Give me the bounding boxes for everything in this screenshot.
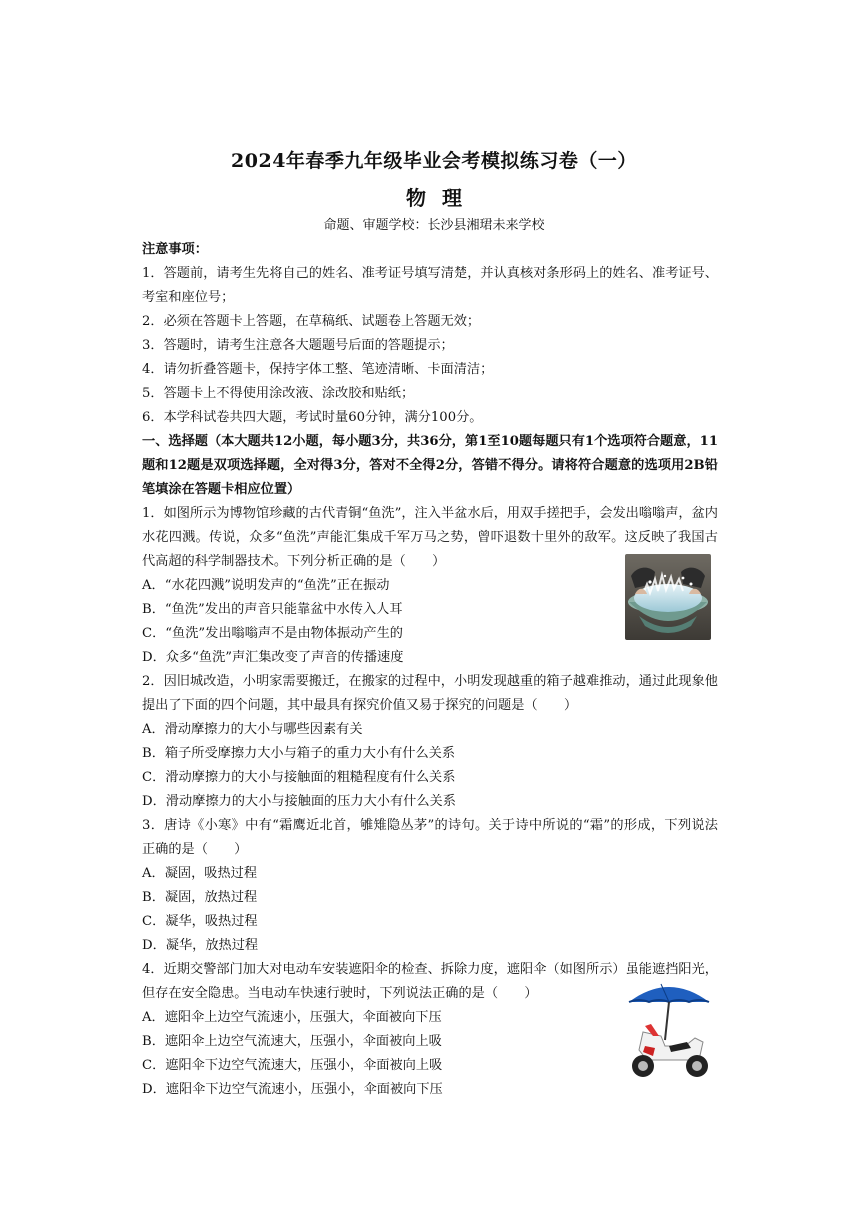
question-3: [142, 814, 718, 958]
notice-item: 3．答题时，请考生注意各大题题号后面的答题提示；: [142, 338, 454, 353]
question-stem: 2．因旧城改造，小明家需要搬迁，在搬家的过程中，小明发现越重的箱子越难推动，通过此现象他提出了下面的四个问题，其中最具有探究价值又易于探究的问题是（ ）: [142, 674, 718, 713]
question-2: [142, 670, 718, 814]
option-b: B．“鱼洗”发出的声音只能靠盆中水传入人耳: [142, 602, 403, 617]
option-c: C．凝华，吸热过程: [142, 914, 258, 929]
option-c: C．遮阳伞下边空气流速大，压强小，伞面被向上吸: [142, 1058, 443, 1073]
option-b: B．凝固，放热过程: [142, 890, 258, 905]
option-a: A．“水花四溅”说明发声的“鱼洗”正在振动: [142, 578, 390, 593]
option-d: D．遮阳伞下边空气流速小，压强小，伞面被向下压: [142, 1082, 443, 1097]
exam-title: 2024年春季九年级毕业会考模拟练习卷（一）: [231, 150, 637, 172]
option-a: A．凝固，吸热过程: [142, 866, 258, 881]
exam-content: [142, 238, 718, 1102]
option-d: D．滑动摩擦力的大小与接触面的压力大小有什么关系: [142, 794, 456, 809]
notice-item: 4．请勿折叠答题卡，保持字体工整、笔迹清晰、卡面清洁；: [142, 362, 494, 377]
option-d: D．众多“鱼洗”声汇集改变了声音的传播速度: [142, 650, 404, 665]
option-b: B．箱子所受摩擦力大小与箱子的重力大小有什么关系: [142, 746, 456, 761]
section-heading: 一、选择题（本大题共12小题，每小题3分，共36分，第1至10题每题只有1个选项符合题意，11题和12题是双项选择题，全对得3分，答对不全得2分，答错不得分。请将符合题意的选项用2B铅笔填涂在答题卡相应位置）: [142, 434, 718, 497]
notice-item: 1．答题前，请考生先将自己的姓名、准考证号填写清楚，并认真核对条形码上的姓名、准考证号、考室和座位号；: [142, 266, 718, 305]
notice-item: 6．本学科试卷共四大题，考试时量60分钟，满分100分。: [142, 410, 483, 425]
school-line: 命题、审题学校：长沙县湘珺未来学校: [323, 218, 545, 233]
option-c: C．“鱼洗”发出嗡嗡声不是由物体振动产生的: [142, 626, 403, 641]
bronze-basin-image: [625, 554, 711, 640]
question-stem: 4．近期交警部门加大对电动车安装遮阳伞的检查、拆除力度，遮阳伞（如图所示）虽能遮挡阳光，但存在安全隐患。当电动车快速行驶时，下列说法正确的是（ ）: [142, 962, 718, 1001]
notice-heading: 注意事项：: [142, 242, 208, 257]
option-a: A．滑动摩擦力的大小与哪些因素有关: [142, 722, 363, 737]
question-stem: 3．唐诗《小寒》中有“霜鹰近北首，雊雉隐丛茅”的诗句。关于诗中所说的“霜”的形成，下列说法正确的是（ ）: [142, 818, 718, 857]
notice-item: 2．必须在答题卡上答题，在草稿纸、试题卷上答题无效；: [142, 314, 481, 329]
option-d: D．凝华，放热过程: [142, 938, 259, 953]
question-stem: 1．如图所示为博物馆珍藏的古代青铜“鱼洗”，注入半盆水后，用双手搓把手，会发出嗡嗡声，盆内水花四溅。传说，众多“鱼洗”声能汇集成千军万马之势，曾吓退数十里外的敌军。这反映了我国古代高超的科学制器技术。下列分析正确的是（ ）: [142, 506, 718, 569]
option-a: A．遮阳伞上边空气流速小，压强大，伞面被向下压: [142, 1010, 442, 1025]
subject-title: 物理: [406, 186, 478, 210]
option-b: B．遮阳伞上边空气流速大，压强小，伞面被向上吸: [142, 1034, 442, 1049]
notice-item: 5．答题卡上不得使用涂改液、涂改胶和贴纸；: [142, 386, 415, 401]
scooter-umbrella-image: [625, 980, 713, 1082]
option-c: C．滑动摩擦力的大小与接触面的粗糙程度有什么关系: [142, 770, 456, 785]
